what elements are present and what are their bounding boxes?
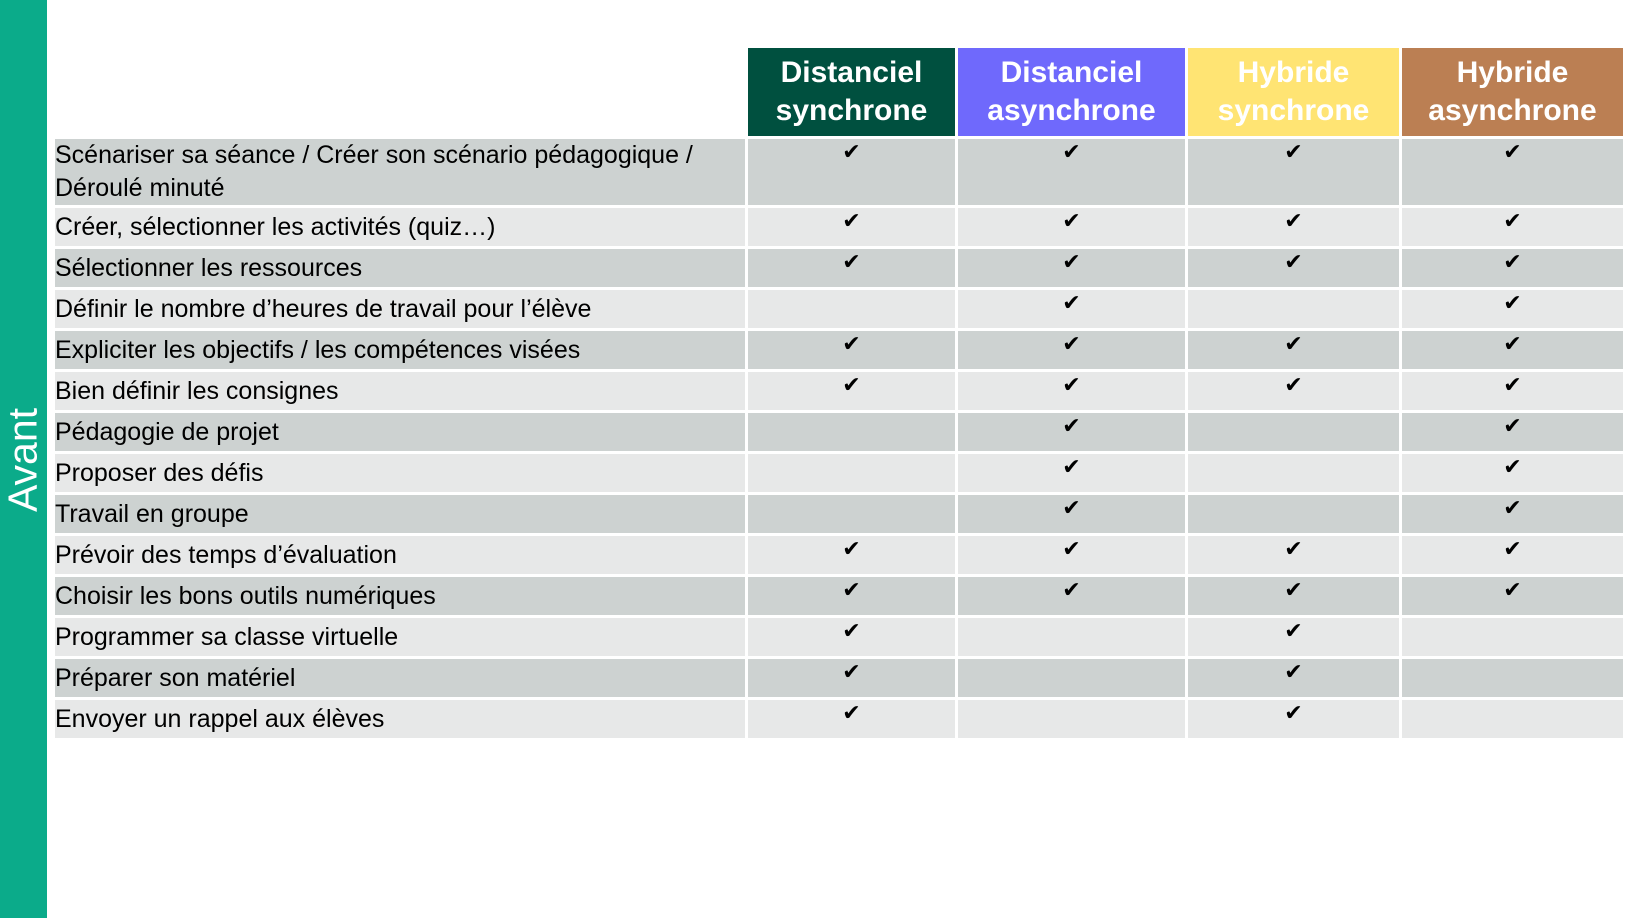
check-cell xyxy=(957,412,1187,453)
table-row xyxy=(54,207,1625,248)
checkmark-icon: ✔ xyxy=(1062,290,1081,315)
table-row xyxy=(54,248,1625,289)
check-cell xyxy=(1187,412,1401,453)
checkmark-icon: ✔ xyxy=(842,139,861,164)
check-cell xyxy=(747,617,957,658)
table-row xyxy=(54,699,1625,740)
checkmark-icon: ✔ xyxy=(842,659,861,684)
checkmark-icon: ✔ xyxy=(1503,536,1522,561)
check-cell xyxy=(1187,330,1401,371)
side-bar xyxy=(0,0,47,918)
check-cell xyxy=(957,330,1187,371)
check-cell xyxy=(1187,494,1401,535)
check-cell xyxy=(957,138,1187,207)
checkmark-icon: ✔ xyxy=(1284,577,1303,602)
check-cell xyxy=(1401,289,1625,330)
checkmark-icon: ✔ xyxy=(1284,249,1303,274)
checkmark-icon: ✔ xyxy=(1503,208,1522,233)
checkmark-icon: ✔ xyxy=(1284,618,1303,643)
table-row xyxy=(54,576,1625,617)
table-row xyxy=(54,535,1625,576)
checkmark-icon: ✔ xyxy=(1062,208,1081,233)
table-row xyxy=(54,494,1625,535)
task-label: Travail en groupe xyxy=(54,494,747,535)
task-label: Définir le nombre d’heures de travail pour l’élève xyxy=(54,289,747,330)
check-cell xyxy=(1187,371,1401,412)
checkmark-icon: ✔ xyxy=(1503,331,1522,356)
checkmark-icon: ✔ xyxy=(1503,372,1522,397)
checkmark-icon: ✔ xyxy=(1062,413,1081,438)
phase-label: Avant xyxy=(0,407,46,513)
checkmark-icon: ✔ xyxy=(1062,249,1081,274)
check-cell xyxy=(957,289,1187,330)
check-cell xyxy=(957,617,1187,658)
check-cell xyxy=(747,289,957,330)
task-label: Prévoir des temps d’évaluation xyxy=(54,535,747,576)
check-cell xyxy=(747,453,957,494)
task-label: Créer, sélectionner les activités (quiz…) xyxy=(54,207,747,248)
check-cell xyxy=(747,412,957,453)
checkmark-icon: ✔ xyxy=(1503,577,1522,602)
task-label: Préparer son matériel xyxy=(54,658,747,699)
check-cell xyxy=(1401,453,1625,494)
header-blank-cell xyxy=(54,47,747,138)
table-row xyxy=(54,138,1625,207)
check-cell xyxy=(957,535,1187,576)
check-cell xyxy=(747,248,957,289)
column-header-hybride-synchrone: Hybride synchrone xyxy=(1187,47,1401,138)
checkmark-icon: ✔ xyxy=(1062,536,1081,561)
check-cell xyxy=(1187,453,1401,494)
task-label: Expliciter les objectifs / les compétences visées xyxy=(54,330,747,371)
checkmark-icon: ✔ xyxy=(1284,372,1303,397)
check-cell xyxy=(747,207,957,248)
check-cell xyxy=(1187,207,1401,248)
check-cell xyxy=(1401,699,1625,740)
checkmark-icon: ✔ xyxy=(842,577,861,602)
checkmark-icon: ✔ xyxy=(1062,577,1081,602)
table-row xyxy=(54,617,1625,658)
check-cell xyxy=(1401,535,1625,576)
task-label: Proposer des défis xyxy=(54,453,747,494)
check-cell xyxy=(747,658,957,699)
table-row xyxy=(54,453,1625,494)
task-label: Programmer sa classe virtuelle xyxy=(54,617,747,658)
check-cell xyxy=(1187,699,1401,740)
check-cell xyxy=(1187,576,1401,617)
checkmark-icon: ✔ xyxy=(842,700,861,725)
check-cell xyxy=(1187,138,1401,207)
task-label: Sélectionner les ressources xyxy=(54,248,747,289)
checkmark-icon: ✔ xyxy=(1062,454,1081,479)
check-cell xyxy=(747,535,957,576)
checkmark-icon: ✔ xyxy=(1284,331,1303,356)
checkmark-icon: ✔ xyxy=(1284,536,1303,561)
checkmark-icon: ✔ xyxy=(1503,249,1522,274)
checkmark-icon: ✔ xyxy=(842,331,861,356)
check-cell xyxy=(1187,289,1401,330)
checkmark-icon: ✔ xyxy=(1284,139,1303,164)
column-header-distanciel-synchrone: Distanciel synchrone xyxy=(747,47,957,138)
check-cell xyxy=(747,138,957,207)
checkmark-icon: ✔ xyxy=(1284,659,1303,684)
checkmark-icon: ✔ xyxy=(1284,208,1303,233)
checklist-table xyxy=(52,45,1626,741)
check-cell xyxy=(1401,494,1625,535)
check-cell xyxy=(957,576,1187,617)
check-cell xyxy=(957,453,1187,494)
check-cell xyxy=(1401,412,1625,453)
checkmark-icon: ✔ xyxy=(1503,495,1522,520)
checkmark-icon: ✔ xyxy=(1062,372,1081,397)
check-cell xyxy=(1401,248,1625,289)
check-cell xyxy=(957,494,1187,535)
header-row xyxy=(54,47,1625,138)
column-header-distanciel-asynchrone: Distanciel asynchrone xyxy=(957,47,1187,138)
check-cell xyxy=(957,207,1187,248)
check-cell xyxy=(1401,617,1625,658)
checkmark-icon: ✔ xyxy=(842,249,861,274)
checkmark-icon: ✔ xyxy=(1503,413,1522,438)
checkmark-icon: ✔ xyxy=(1062,139,1081,164)
check-cell xyxy=(1401,207,1625,248)
table-row xyxy=(54,330,1625,371)
check-cell xyxy=(747,699,957,740)
check-cell xyxy=(1187,248,1401,289)
checkmark-icon: ✔ xyxy=(842,536,861,561)
checkmark-icon: ✔ xyxy=(842,208,861,233)
table-row xyxy=(54,658,1625,699)
checkmark-icon: ✔ xyxy=(1062,495,1081,520)
checkmark-icon: ✔ xyxy=(842,618,861,643)
column-header-hybride-asynchrone: Hybride asynchrone xyxy=(1401,47,1625,138)
task-label: Envoyer un rappel aux élèves xyxy=(54,699,747,740)
check-cell xyxy=(747,371,957,412)
check-cell xyxy=(1401,330,1625,371)
check-cell xyxy=(1401,138,1625,207)
check-cell xyxy=(957,658,1187,699)
check-cell xyxy=(1401,658,1625,699)
table-row xyxy=(54,371,1625,412)
check-cell xyxy=(1401,371,1625,412)
task-label: Scénariser sa séance / Créer son scénario pédagogique / Déroulé minuté xyxy=(54,138,747,207)
task-label: Pédagogie de projet xyxy=(54,412,747,453)
checkmark-icon: ✔ xyxy=(842,372,861,397)
checkmark-icon: ✔ xyxy=(1062,331,1081,356)
check-cell xyxy=(1187,535,1401,576)
check-cell xyxy=(1187,658,1401,699)
table-row xyxy=(54,412,1625,453)
checkmark-icon: ✔ xyxy=(1503,454,1522,479)
task-label: Bien définir les consignes xyxy=(54,371,747,412)
table-row xyxy=(54,289,1625,330)
checkmark-icon: ✔ xyxy=(1503,139,1522,164)
check-cell xyxy=(747,576,957,617)
check-cell xyxy=(747,494,957,535)
check-cell xyxy=(957,371,1187,412)
check-cell xyxy=(1401,576,1625,617)
task-label: Choisir les bons outils numériques xyxy=(54,576,747,617)
check-cell xyxy=(957,248,1187,289)
check-cell xyxy=(957,699,1187,740)
checkmark-icon: ✔ xyxy=(1284,700,1303,725)
check-cell xyxy=(1187,617,1401,658)
check-cell xyxy=(747,330,957,371)
checkmark-icon: ✔ xyxy=(1503,290,1522,315)
